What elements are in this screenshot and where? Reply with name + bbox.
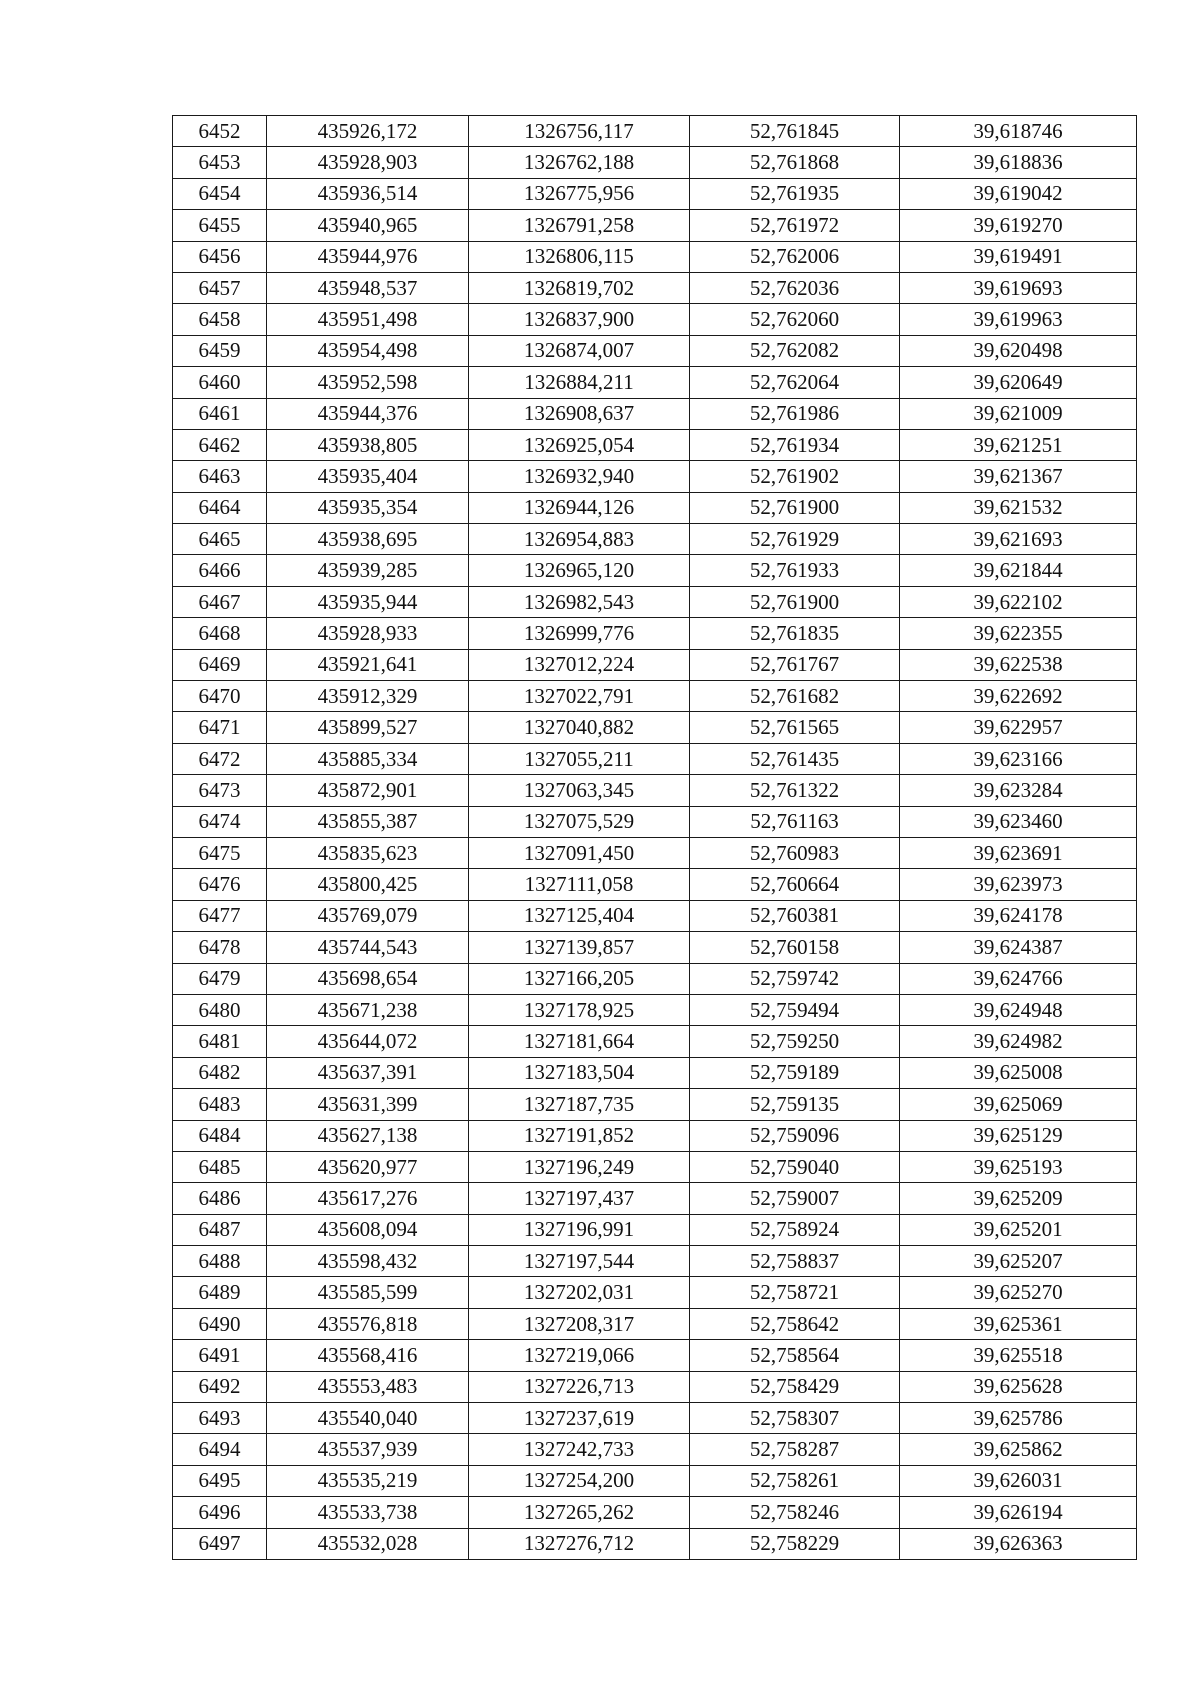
table-row [173, 900, 1137, 931]
latitude-cell: 52,761929 [690, 524, 900, 555]
y-coordinate-cell: 1327197,437 [469, 1183, 690, 1214]
point-number-cell: 6487 [173, 1214, 267, 1245]
longitude-cell: 39,623691 [900, 837, 1137, 868]
longitude-cell: 39,623973 [900, 869, 1137, 900]
latitude-cell: 52,759096 [690, 1120, 900, 1151]
latitude-cell: 52,761767 [690, 649, 900, 680]
y-coordinate-cell: 1327075,529 [469, 806, 690, 837]
point-number-cell: 6475 [173, 837, 267, 868]
x-coordinate-cell: 435928,933 [267, 618, 469, 649]
y-coordinate-cell: 1327040,882 [469, 712, 690, 743]
y-coordinate-cell: 1326884,211 [469, 367, 690, 398]
point-number-cell: 6486 [173, 1183, 267, 1214]
x-coordinate-cell: 435935,354 [267, 492, 469, 523]
latitude-cell: 52,758837 [690, 1246, 900, 1277]
table-row [173, 524, 1137, 555]
latitude-cell: 52,761868 [690, 147, 900, 178]
y-coordinate-cell: 1327226,713 [469, 1371, 690, 1402]
latitude-cell: 52,760983 [690, 837, 900, 868]
x-coordinate-cell: 435644,072 [267, 1026, 469, 1057]
longitude-cell: 39,625270 [900, 1277, 1137, 1308]
table-row [173, 963, 1137, 994]
longitude-cell: 39,618746 [900, 116, 1137, 147]
x-coordinate-cell: 435620,977 [267, 1151, 469, 1182]
x-coordinate-cell: 435928,903 [267, 147, 469, 178]
point-number-cell: 6455 [173, 210, 267, 241]
point-number-cell: 6473 [173, 775, 267, 806]
y-coordinate-cell: 1327196,991 [469, 1214, 690, 1245]
point-number-cell: 6453 [173, 147, 267, 178]
y-coordinate-cell: 1326965,120 [469, 555, 690, 586]
x-coordinate-cell: 435617,276 [267, 1183, 469, 1214]
y-coordinate-cell: 1326775,956 [469, 178, 690, 209]
point-number-cell: 6476 [173, 869, 267, 900]
longitude-cell: 39,623460 [900, 806, 1137, 837]
y-coordinate-cell: 1327022,791 [469, 681, 690, 712]
y-coordinate-cell: 1327125,404 [469, 900, 690, 931]
point-number-cell: 6485 [173, 1151, 267, 1182]
longitude-cell: 39,622355 [900, 618, 1137, 649]
longitude-cell: 39,619270 [900, 210, 1137, 241]
table-row [173, 429, 1137, 460]
point-number-cell: 6456 [173, 241, 267, 272]
table-row [173, 335, 1137, 366]
point-number-cell: 6466 [173, 555, 267, 586]
longitude-cell: 39,620649 [900, 367, 1137, 398]
x-coordinate-cell: 435936,514 [267, 178, 469, 209]
table-row [173, 837, 1137, 868]
table-row [173, 586, 1137, 617]
y-coordinate-cell: 1326925,054 [469, 429, 690, 460]
table-row [173, 1246, 1137, 1277]
longitude-cell: 39,624387 [900, 932, 1137, 963]
latitude-cell: 52,761565 [690, 712, 900, 743]
longitude-cell: 39,625209 [900, 1183, 1137, 1214]
y-coordinate-cell: 1327202,031 [469, 1277, 690, 1308]
table-row [173, 398, 1137, 429]
x-coordinate-cell: 435940,965 [267, 210, 469, 241]
longitude-cell: 39,621693 [900, 524, 1137, 555]
table-row [173, 649, 1137, 680]
longitude-cell: 39,625008 [900, 1057, 1137, 1088]
latitude-cell: 52,761322 [690, 775, 900, 806]
table-row [173, 775, 1137, 806]
table-row [173, 461, 1137, 492]
latitude-cell: 52,759742 [690, 963, 900, 994]
longitude-cell: 39,619693 [900, 272, 1137, 303]
longitude-cell: 39,621532 [900, 492, 1137, 523]
longitude-cell: 39,623284 [900, 775, 1137, 806]
y-coordinate-cell: 1326944,126 [469, 492, 690, 523]
table-row [173, 116, 1137, 147]
x-coordinate-cell: 435631,399 [267, 1089, 469, 1120]
longitude-cell: 39,624982 [900, 1026, 1137, 1057]
table-row [173, 1340, 1137, 1371]
table-row [173, 743, 1137, 774]
x-coordinate-cell: 435935,944 [267, 586, 469, 617]
coordinates-table [172, 115, 1137, 1560]
latitude-cell: 52,761163 [690, 806, 900, 837]
x-coordinate-cell: 435948,537 [267, 272, 469, 303]
point-number-cell: 6469 [173, 649, 267, 680]
latitude-cell: 52,761972 [690, 210, 900, 241]
point-number-cell: 6497 [173, 1528, 267, 1559]
x-coordinate-cell: 435671,238 [267, 994, 469, 1025]
point-number-cell: 6465 [173, 524, 267, 555]
x-coordinate-cell: 435885,334 [267, 743, 469, 774]
latitude-cell: 52,761845 [690, 116, 900, 147]
table-row [173, 304, 1137, 335]
longitude-cell: 39,622692 [900, 681, 1137, 712]
y-coordinate-cell: 1327208,317 [469, 1308, 690, 1339]
x-coordinate-cell: 435537,939 [267, 1434, 469, 1465]
longitude-cell: 39,622957 [900, 712, 1137, 743]
longitude-cell: 39,625786 [900, 1403, 1137, 1434]
table-row [173, 1403, 1137, 1434]
y-coordinate-cell: 1326806,115 [469, 241, 690, 272]
latitude-cell: 52,759189 [690, 1057, 900, 1088]
point-number-cell: 6480 [173, 994, 267, 1025]
latitude-cell: 52,762064 [690, 367, 900, 398]
latitude-cell: 52,758307 [690, 1403, 900, 1434]
y-coordinate-cell: 1327178,925 [469, 994, 690, 1025]
latitude-cell: 52,761902 [690, 461, 900, 492]
x-coordinate-cell: 435585,599 [267, 1277, 469, 1308]
x-coordinate-cell: 435835,623 [267, 837, 469, 868]
point-number-cell: 6496 [173, 1497, 267, 1528]
x-coordinate-cell: 435576,818 [267, 1308, 469, 1339]
latitude-cell: 52,761900 [690, 492, 900, 523]
point-number-cell: 6488 [173, 1246, 267, 1277]
table-row [173, 1465, 1137, 1496]
latitude-cell: 52,761900 [690, 586, 900, 617]
table-row [173, 1528, 1137, 1559]
x-coordinate-cell: 435939,285 [267, 555, 469, 586]
x-coordinate-cell: 435540,040 [267, 1403, 469, 1434]
table-row [173, 681, 1137, 712]
point-number-cell: 6467 [173, 586, 267, 617]
latitude-cell: 52,758721 [690, 1277, 900, 1308]
table-row [173, 272, 1137, 303]
latitude-cell: 52,762060 [690, 304, 900, 335]
latitude-cell: 52,759040 [690, 1151, 900, 1182]
longitude-cell: 39,622538 [900, 649, 1137, 680]
point-number-cell: 6452 [173, 116, 267, 147]
x-coordinate-cell: 435938,805 [267, 429, 469, 460]
y-coordinate-cell: 1326837,900 [469, 304, 690, 335]
y-coordinate-cell: 1326982,543 [469, 586, 690, 617]
table-row [173, 1277, 1137, 1308]
longitude-cell: 39,622102 [900, 586, 1137, 617]
y-coordinate-cell: 1326819,702 [469, 272, 690, 303]
point-number-cell: 6489 [173, 1277, 267, 1308]
table-row [173, 1214, 1137, 1245]
y-coordinate-cell: 1327012,224 [469, 649, 690, 680]
table-row [173, 618, 1137, 649]
latitude-cell: 52,760381 [690, 900, 900, 931]
point-number-cell: 6493 [173, 1403, 267, 1434]
y-coordinate-cell: 1327219,066 [469, 1340, 690, 1371]
table-row [173, 1497, 1137, 1528]
y-coordinate-cell: 1327063,345 [469, 775, 690, 806]
longitude-cell: 39,626031 [900, 1465, 1137, 1496]
table-row [173, 178, 1137, 209]
y-coordinate-cell: 1327187,735 [469, 1089, 690, 1120]
point-number-cell: 6474 [173, 806, 267, 837]
y-coordinate-cell: 1327242,733 [469, 1434, 690, 1465]
point-number-cell: 6481 [173, 1026, 267, 1057]
table-row [173, 1151, 1137, 1182]
point-number-cell: 6492 [173, 1371, 267, 1402]
longitude-cell: 39,619491 [900, 241, 1137, 272]
y-coordinate-cell: 1327166,205 [469, 963, 690, 994]
x-coordinate-cell: 435532,028 [267, 1528, 469, 1559]
table-row [173, 241, 1137, 272]
table-row [173, 712, 1137, 743]
y-coordinate-cell: 1326874,007 [469, 335, 690, 366]
point-number-cell: 6471 [173, 712, 267, 743]
y-coordinate-cell: 1327183,504 [469, 1057, 690, 1088]
y-coordinate-cell: 1327254,200 [469, 1465, 690, 1496]
y-coordinate-cell: 1327265,262 [469, 1497, 690, 1528]
table-row [173, 869, 1137, 900]
point-number-cell: 6463 [173, 461, 267, 492]
y-coordinate-cell: 1327091,450 [469, 837, 690, 868]
point-number-cell: 6462 [173, 429, 267, 460]
latitude-cell: 52,759250 [690, 1026, 900, 1057]
x-coordinate-cell: 435535,219 [267, 1465, 469, 1496]
longitude-cell: 39,619042 [900, 178, 1137, 209]
y-coordinate-cell: 1326999,776 [469, 618, 690, 649]
x-coordinate-cell: 435938,695 [267, 524, 469, 555]
point-number-cell: 6494 [173, 1434, 267, 1465]
longitude-cell: 39,625862 [900, 1434, 1137, 1465]
latitude-cell: 52,761435 [690, 743, 900, 774]
y-coordinate-cell: 1327139,857 [469, 932, 690, 963]
point-number-cell: 6490 [173, 1308, 267, 1339]
y-coordinate-cell: 1327181,664 [469, 1026, 690, 1057]
x-coordinate-cell: 435533,738 [267, 1497, 469, 1528]
table-row [173, 994, 1137, 1025]
table-row [173, 1308, 1137, 1339]
point-number-cell: 6478 [173, 932, 267, 963]
x-coordinate-cell: 435952,598 [267, 367, 469, 398]
latitude-cell: 52,761933 [690, 555, 900, 586]
x-coordinate-cell: 435855,387 [267, 806, 469, 837]
x-coordinate-cell: 435637,391 [267, 1057, 469, 1088]
latitude-cell: 52,762006 [690, 241, 900, 272]
table-row [173, 492, 1137, 523]
table-row [173, 1057, 1137, 1088]
longitude-cell: 39,625628 [900, 1371, 1137, 1402]
x-coordinate-cell: 435944,376 [267, 398, 469, 429]
table-row [173, 1089, 1137, 1120]
table-row [173, 1183, 1137, 1214]
y-coordinate-cell: 1327196,249 [469, 1151, 690, 1182]
latitude-cell: 52,761986 [690, 398, 900, 429]
longitude-cell: 39,624178 [900, 900, 1137, 931]
longitude-cell: 39,625518 [900, 1340, 1137, 1371]
x-coordinate-cell: 435800,425 [267, 869, 469, 900]
x-coordinate-cell: 435698,654 [267, 963, 469, 994]
longitude-cell: 39,625069 [900, 1089, 1137, 1120]
point-number-cell: 6458 [173, 304, 267, 335]
x-coordinate-cell: 435627,138 [267, 1120, 469, 1151]
y-coordinate-cell: 1326791,258 [469, 210, 690, 241]
longitude-cell: 39,625361 [900, 1308, 1137, 1339]
x-coordinate-cell: 435553,483 [267, 1371, 469, 1402]
point-number-cell: 6459 [173, 335, 267, 366]
y-coordinate-cell: 1326908,637 [469, 398, 690, 429]
longitude-cell: 39,620498 [900, 335, 1137, 366]
latitude-cell: 52,758642 [690, 1308, 900, 1339]
latitude-cell: 52,758261 [690, 1465, 900, 1496]
y-coordinate-cell: 1327055,211 [469, 743, 690, 774]
latitude-cell: 52,758246 [690, 1497, 900, 1528]
point-number-cell: 6484 [173, 1120, 267, 1151]
longitude-cell: 39,625207 [900, 1246, 1137, 1277]
point-number-cell: 6457 [173, 272, 267, 303]
x-coordinate-cell: 435608,094 [267, 1214, 469, 1245]
latitude-cell: 52,758229 [690, 1528, 900, 1559]
point-number-cell: 6472 [173, 743, 267, 774]
longitude-cell: 39,621844 [900, 555, 1137, 586]
table-row [173, 1120, 1137, 1151]
x-coordinate-cell: 435744,543 [267, 932, 469, 963]
longitude-cell: 39,621367 [900, 461, 1137, 492]
coordinates-table-body [173, 116, 1137, 1560]
latitude-cell: 52,761682 [690, 681, 900, 712]
x-coordinate-cell: 435926,172 [267, 116, 469, 147]
y-coordinate-cell: 1326954,883 [469, 524, 690, 555]
x-coordinate-cell: 435769,079 [267, 900, 469, 931]
table-row [173, 210, 1137, 241]
y-coordinate-cell: 1326762,188 [469, 147, 690, 178]
x-coordinate-cell: 435944,976 [267, 241, 469, 272]
point-number-cell: 6460 [173, 367, 267, 398]
latitude-cell: 52,759007 [690, 1183, 900, 1214]
x-coordinate-cell: 435872,901 [267, 775, 469, 806]
latitude-cell: 52,762036 [690, 272, 900, 303]
latitude-cell: 52,760664 [690, 869, 900, 900]
point-number-cell: 6495 [173, 1465, 267, 1496]
point-number-cell: 6468 [173, 618, 267, 649]
table-row [173, 1026, 1137, 1057]
longitude-cell: 39,626194 [900, 1497, 1137, 1528]
y-coordinate-cell: 1327191,852 [469, 1120, 690, 1151]
latitude-cell: 52,760158 [690, 932, 900, 963]
point-number-cell: 6464 [173, 492, 267, 523]
y-coordinate-cell: 1327111,058 [469, 869, 690, 900]
latitude-cell: 52,761935 [690, 178, 900, 209]
table-row [173, 932, 1137, 963]
point-number-cell: 6454 [173, 178, 267, 209]
longitude-cell: 39,619963 [900, 304, 1137, 335]
point-number-cell: 6461 [173, 398, 267, 429]
point-number-cell: 6482 [173, 1057, 267, 1088]
latitude-cell: 52,761835 [690, 618, 900, 649]
point-number-cell: 6470 [173, 681, 267, 712]
x-coordinate-cell: 435951,498 [267, 304, 469, 335]
y-coordinate-cell: 1327197,544 [469, 1246, 690, 1277]
table-row [173, 367, 1137, 398]
longitude-cell: 39,618836 [900, 147, 1137, 178]
table-row [173, 147, 1137, 178]
point-number-cell: 6479 [173, 963, 267, 994]
longitude-cell: 39,625193 [900, 1151, 1137, 1182]
x-coordinate-cell: 435954,498 [267, 335, 469, 366]
y-coordinate-cell: 1326932,940 [469, 461, 690, 492]
y-coordinate-cell: 1327237,619 [469, 1403, 690, 1434]
longitude-cell: 39,624948 [900, 994, 1137, 1025]
latitude-cell: 52,761934 [690, 429, 900, 460]
latitude-cell: 52,758924 [690, 1214, 900, 1245]
longitude-cell: 39,624766 [900, 963, 1137, 994]
point-number-cell: 6477 [173, 900, 267, 931]
latitude-cell: 52,758564 [690, 1340, 900, 1371]
table-row [173, 555, 1137, 586]
longitude-cell: 39,621251 [900, 429, 1137, 460]
x-coordinate-cell: 435921,641 [267, 649, 469, 680]
y-coordinate-cell: 1327276,712 [469, 1528, 690, 1559]
x-coordinate-cell: 435935,404 [267, 461, 469, 492]
latitude-cell: 52,759135 [690, 1089, 900, 1120]
point-number-cell: 6483 [173, 1089, 267, 1120]
table-row [173, 1371, 1137, 1402]
x-coordinate-cell: 435568,416 [267, 1340, 469, 1371]
table-row [173, 806, 1137, 837]
latitude-cell: 52,758429 [690, 1371, 900, 1402]
latitude-cell: 52,762082 [690, 335, 900, 366]
x-coordinate-cell: 435598,432 [267, 1246, 469, 1277]
x-coordinate-cell: 435912,329 [267, 681, 469, 712]
longitude-cell: 39,623166 [900, 743, 1137, 774]
longitude-cell: 39,625201 [900, 1214, 1137, 1245]
y-coordinate-cell: 1326756,117 [469, 116, 690, 147]
table-row [173, 1434, 1137, 1465]
x-coordinate-cell: 435899,527 [267, 712, 469, 743]
longitude-cell: 39,625129 [900, 1120, 1137, 1151]
latitude-cell: 52,759494 [690, 994, 900, 1025]
point-number-cell: 6491 [173, 1340, 267, 1371]
latitude-cell: 52,758287 [690, 1434, 900, 1465]
longitude-cell: 39,621009 [900, 398, 1137, 429]
longitude-cell: 39,626363 [900, 1528, 1137, 1559]
